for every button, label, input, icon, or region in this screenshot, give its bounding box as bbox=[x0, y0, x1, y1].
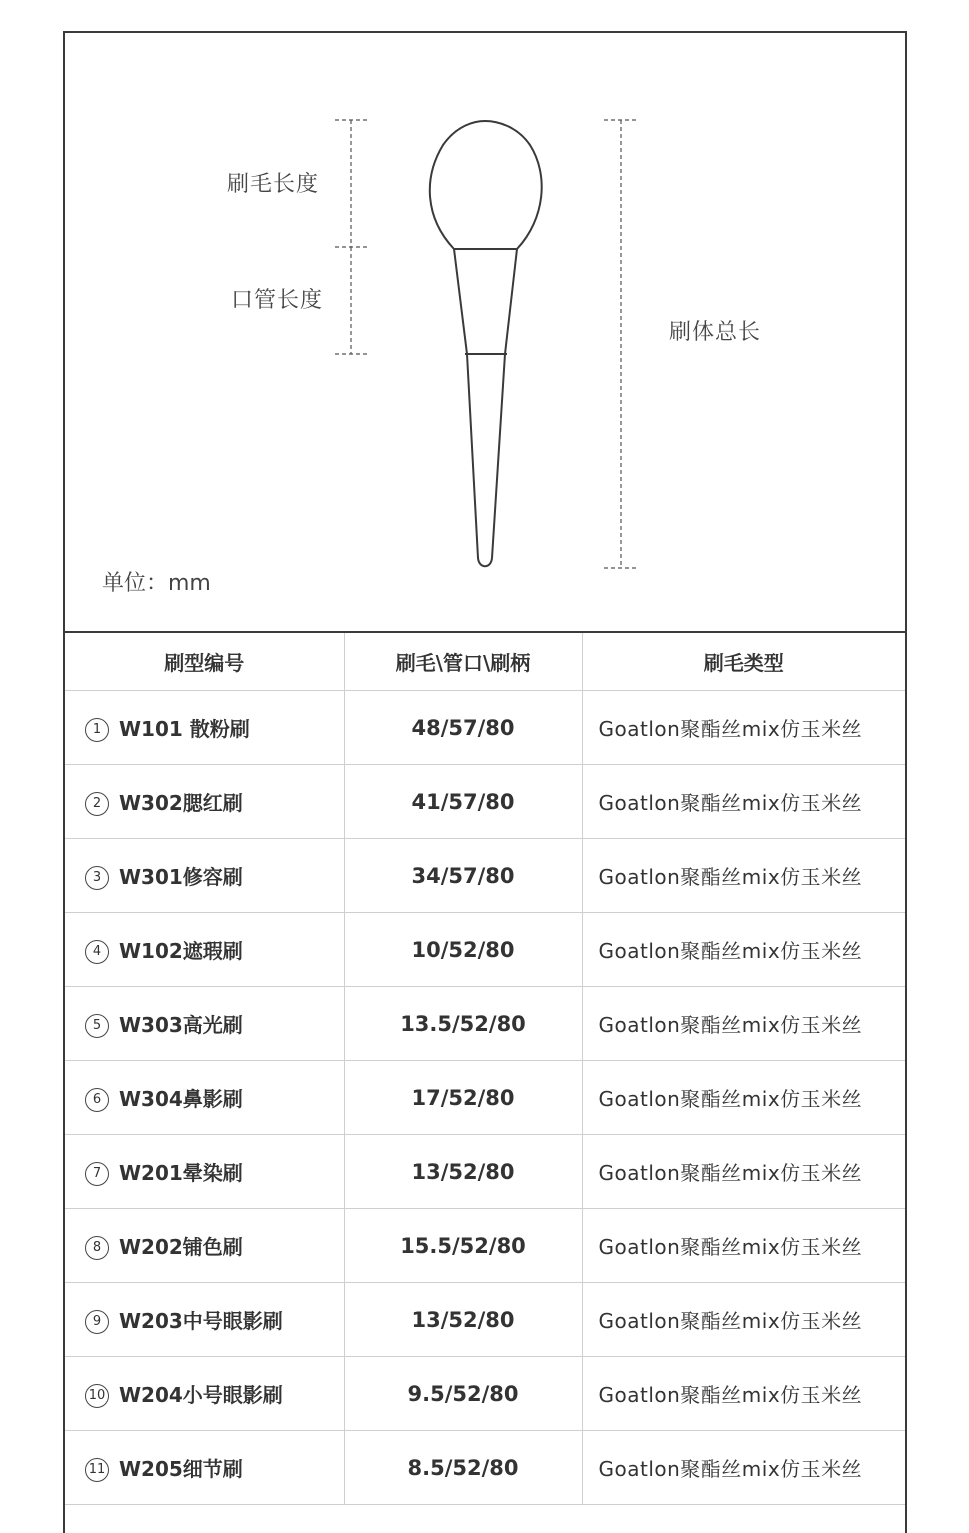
row-number-badge: 11 bbox=[85, 1458, 109, 1482]
brush-dimension-diagram bbox=[65, 33, 905, 631]
bristle-type-cell: Goatlon聚酯丝mix仿玉米丝 bbox=[582, 1061, 905, 1135]
bristle-type-cell: Goatlon聚酯丝mix仿玉米丝 bbox=[582, 839, 905, 913]
dimensions-cell: 10/52/80 bbox=[344, 913, 582, 987]
ferrule-length-bracket bbox=[335, 247, 368, 354]
table-row bbox=[65, 765, 905, 839]
brush-ferrule bbox=[454, 249, 517, 354]
row-number-badge: 8 bbox=[85, 1236, 109, 1260]
bristle-type-cell: Goatlon聚酯丝mix仿玉米丝 bbox=[582, 1209, 905, 1283]
header-dimensions: 刷毛\管口\刷柄 bbox=[344, 632, 582, 691]
brush-code-cell bbox=[65, 1135, 344, 1209]
table-row bbox=[65, 1061, 905, 1135]
bristle-type-cell: Goatlon聚酯丝mix仿玉米丝 bbox=[582, 691, 905, 765]
bristle-type-cell: Goatlon聚酯丝mix仿玉米丝 bbox=[582, 765, 905, 839]
table-header-row bbox=[65, 632, 905, 691]
total-length-bracket bbox=[604, 120, 637, 568]
brush-code-cell bbox=[65, 691, 344, 765]
table-row bbox=[65, 987, 905, 1061]
bristle-type-cell: Goatlon聚酯丝mix仿玉米丝 bbox=[582, 1283, 905, 1357]
bristle-type-cell: Goatlon聚酯丝mix仿玉米丝 bbox=[582, 1135, 905, 1209]
brush-code: W201晕染刷 bbox=[119, 1160, 243, 1185]
total-length-label: 刷体总长 bbox=[669, 320, 762, 345]
row-number-badge: 5 bbox=[85, 1014, 109, 1038]
dimensions-cell: 13/52/80 bbox=[344, 1283, 582, 1357]
dimensions-cell: 17/52/80 bbox=[344, 1061, 582, 1135]
brush-code: W303高光刷 bbox=[119, 1012, 243, 1037]
brush-code: W102遮瑕刷 bbox=[119, 938, 243, 963]
brush-code-cell bbox=[65, 987, 344, 1061]
brush-code-cell bbox=[65, 913, 344, 987]
table-row bbox=[65, 1357, 905, 1431]
brush-code-cell bbox=[65, 839, 344, 913]
brush-handle bbox=[467, 354, 505, 566]
dimensions-cell: 48/57/80 bbox=[344, 691, 582, 765]
brush-code: W101 散粉刷 bbox=[119, 716, 250, 741]
row-number-badge: 3 bbox=[85, 866, 109, 890]
unit-label: 单位：mm bbox=[102, 571, 211, 596]
bristle-type-cell: Goatlon聚酯丝mix仿玉米丝 bbox=[582, 913, 905, 987]
brush-code: W301修容刷 bbox=[119, 864, 243, 889]
brush-code: W204小号眼影刷 bbox=[119, 1382, 283, 1407]
table-row bbox=[65, 1431, 905, 1505]
dimensions-cell: 9.5/52/80 bbox=[344, 1357, 582, 1431]
table-row bbox=[65, 1209, 905, 1283]
brush-code-cell bbox=[65, 1357, 344, 1431]
table-row bbox=[65, 1283, 905, 1357]
brush-code-cell bbox=[65, 1431, 344, 1505]
bristle-type-cell: Goatlon聚酯丝mix仿玉米丝 bbox=[582, 987, 905, 1061]
header-bristle-type: 刷毛类型 bbox=[582, 632, 905, 691]
row-number-badge: 1 bbox=[85, 718, 109, 742]
bristle-type-cell: Goatlon聚酯丝mix仿玉米丝 bbox=[582, 1431, 905, 1505]
dimensions-cell: 8.5/52/80 bbox=[344, 1431, 582, 1505]
table-row bbox=[65, 839, 905, 913]
dimensions-cell: 34/57/80 bbox=[344, 839, 582, 913]
table-row bbox=[65, 691, 905, 765]
dimensions-cell: 15.5/52/80 bbox=[344, 1209, 582, 1283]
table-row bbox=[65, 1135, 905, 1209]
bristle-length-label: 刷毛长度 bbox=[227, 172, 320, 197]
brush-code-cell bbox=[65, 1061, 344, 1135]
brush-code: W203中号眼影刷 bbox=[119, 1308, 283, 1333]
bristle-length-bracket bbox=[335, 120, 368, 247]
row-number-badge: 4 bbox=[85, 940, 109, 964]
table-row bbox=[65, 913, 905, 987]
dimensions-cell: 13.5/52/80 bbox=[344, 987, 582, 1061]
spec-table bbox=[65, 631, 905, 1505]
row-number-badge: 6 bbox=[85, 1088, 109, 1112]
spec-frame bbox=[63, 31, 907, 1533]
row-number-badge: 2 bbox=[85, 792, 109, 816]
brush-code: W202铺色刷 bbox=[119, 1234, 243, 1259]
brush-code: W302腮红刷 bbox=[119, 790, 243, 815]
row-number-badge: 9 bbox=[85, 1310, 109, 1334]
row-number-badge: 10 bbox=[85, 1384, 109, 1408]
brush-code-cell bbox=[65, 1283, 344, 1357]
header-brush-code: 刷型编号 bbox=[65, 632, 344, 691]
brush-code-cell bbox=[65, 765, 344, 839]
dimensions-cell: 13/52/80 bbox=[344, 1135, 582, 1209]
dimensions-cell: 41/57/80 bbox=[344, 765, 582, 839]
bristle-type-cell: Goatlon聚酯丝mix仿玉米丝 bbox=[582, 1357, 905, 1431]
brush-code: W304鼻影刷 bbox=[119, 1086, 243, 1111]
brush-head bbox=[430, 121, 542, 249]
ferrule-length-label: 口管长度 bbox=[231, 288, 324, 313]
brush-illustration bbox=[65, 33, 905, 631]
row-number-badge: 7 bbox=[85, 1162, 109, 1186]
brush-code-cell bbox=[65, 1209, 344, 1283]
brush-code: W205细节刷 bbox=[119, 1456, 243, 1481]
